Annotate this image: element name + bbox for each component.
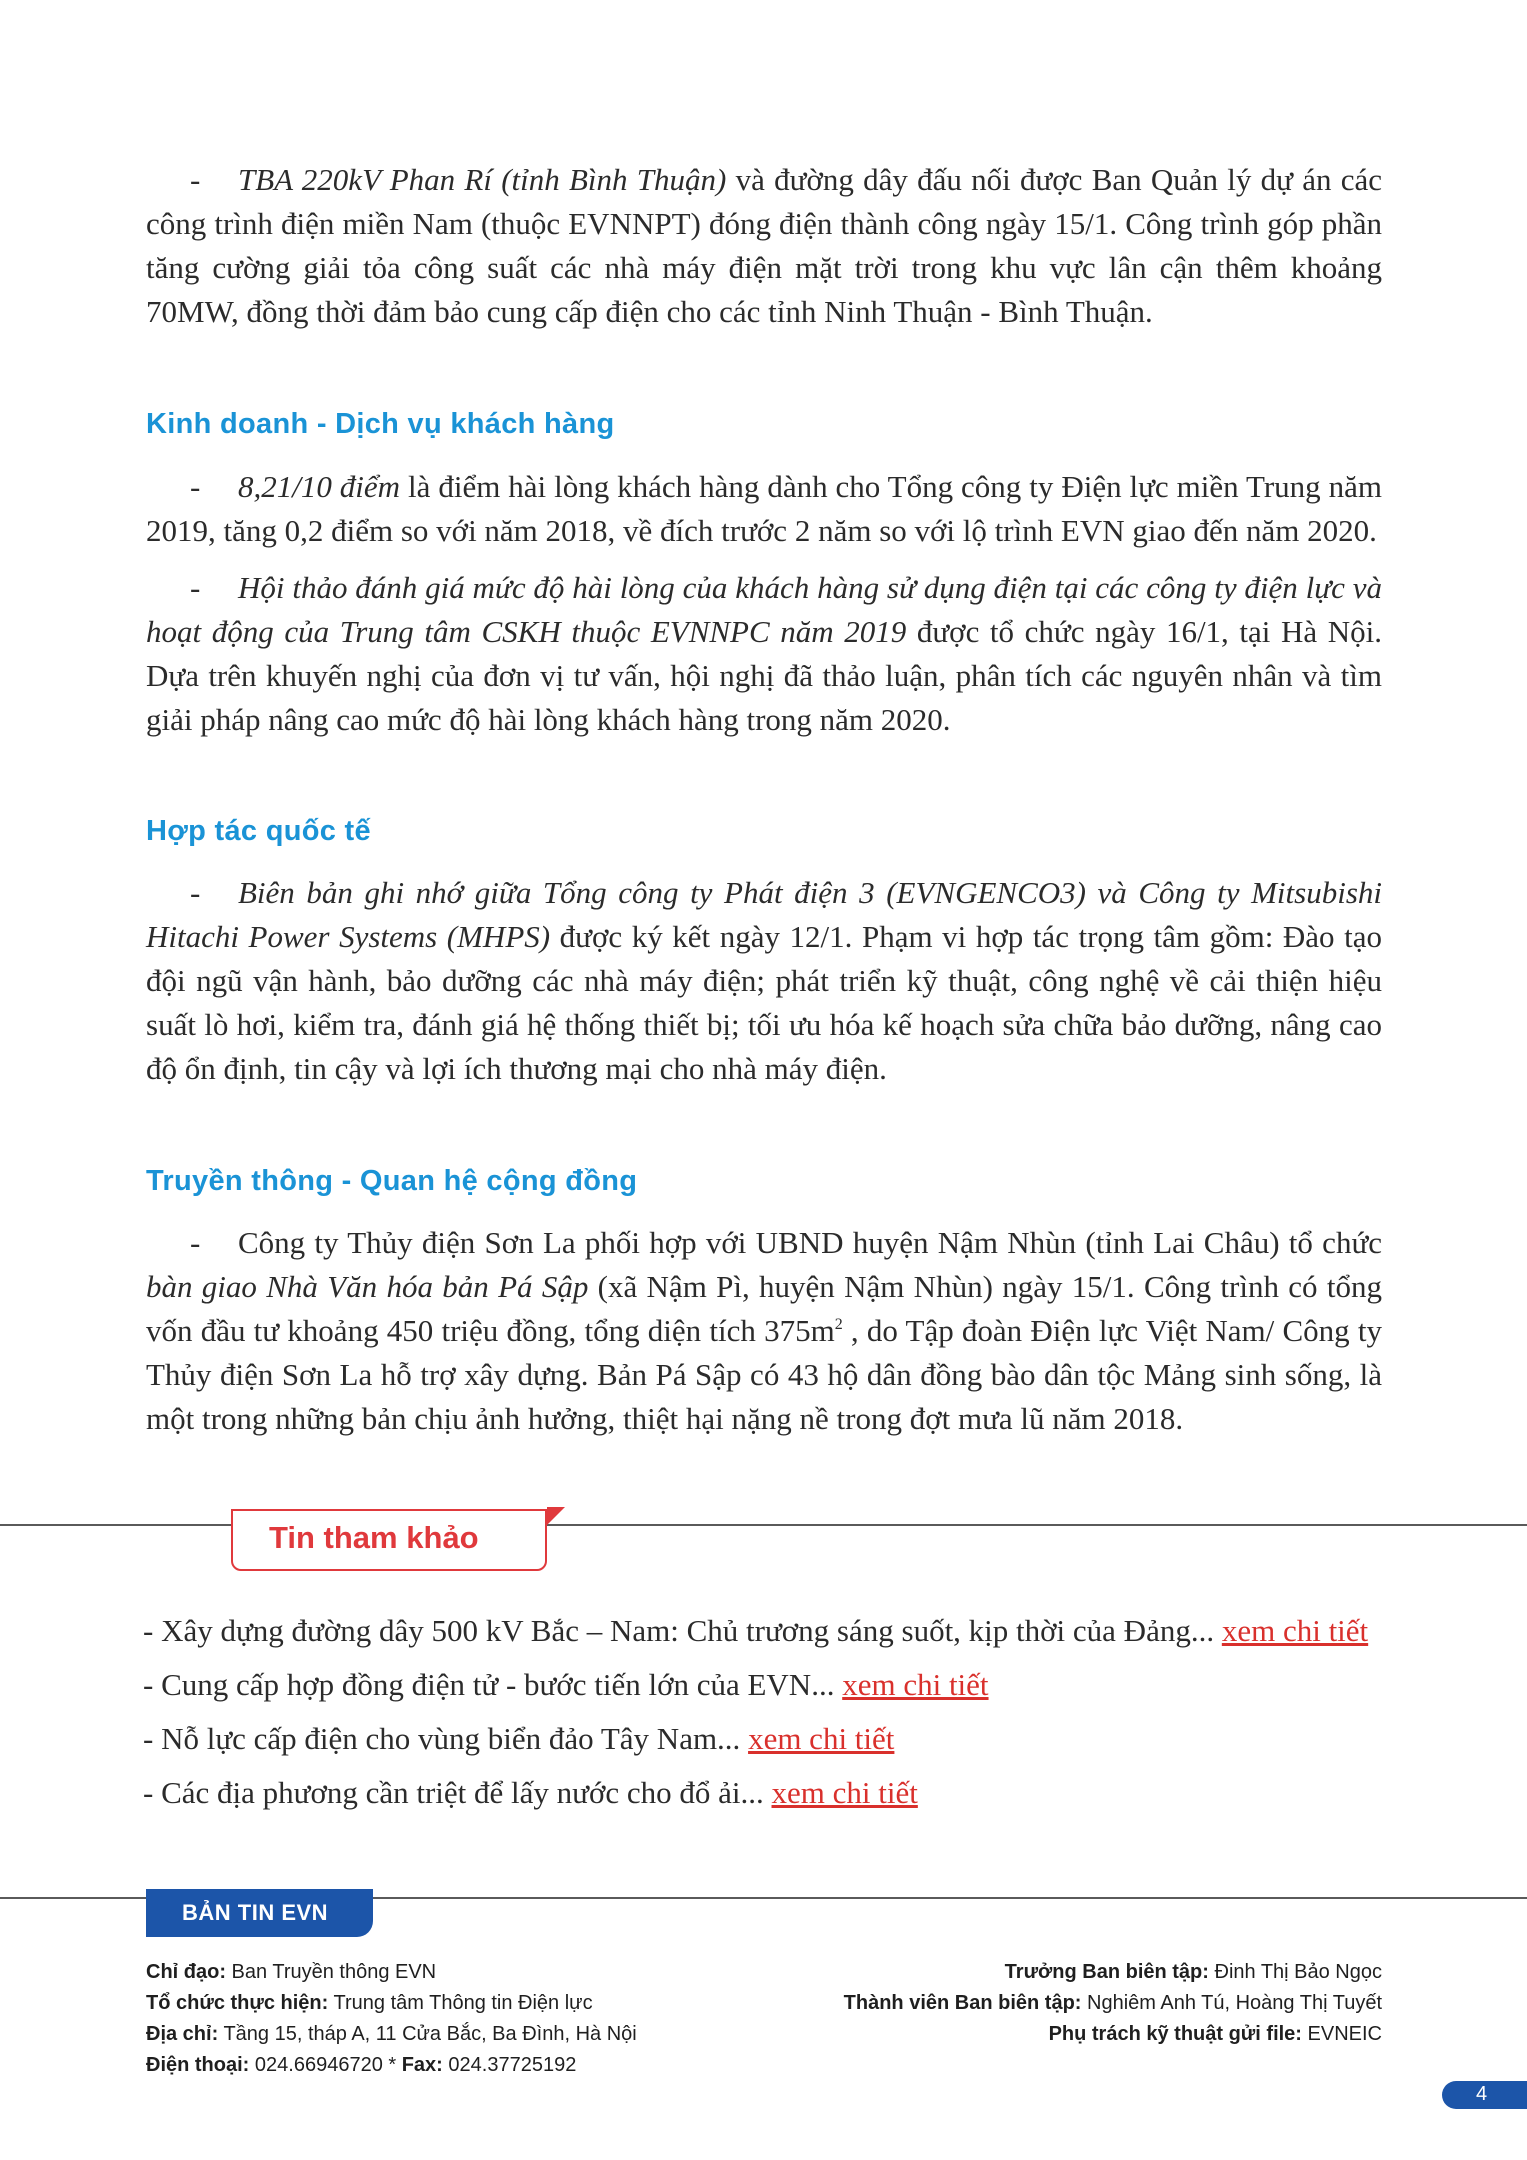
footer-line: Địa chỉ: Tầng 15, tháp A, 11 Cửa Bắc, Ba Đình, Hà Nội [146, 2023, 637, 2045]
footer-line: Trưởng Ban biên tập: Đinh Thị Bảo Ngọc [1004, 1961, 1382, 1983]
references-divider [0, 1524, 1527, 1526]
international-block [146, 871, 1382, 1091]
section-heading-international: Hợp tác quốc tế [146, 815, 371, 847]
footer-line: Thành viên Ban biên tập: Nghiêm Anh Tú, Hoàng Thị Tuyết [843, 1992, 1382, 2014]
reference-link[interactable]: xem chi tiết [771, 1775, 918, 1810]
footer-line: Phụ trách kỹ thuật gửi file: EVNEIC [1048, 2023, 1382, 2045]
footer-line: Chỉ đạo: Ban Truyền thông EVN [146, 1961, 437, 1983]
media-paragraph: - Công ty Thủy điện Sơn La phối hợp với UBND huyện Nậm Nhùn (tỉnh Lai Châu) tổ chức bàn giao Nhà Văn hóa bản Pá Sập (xã Nậm Pì, huyện Nậm Nhùn) ngày 15/1. Công trình có tổng vốn đầu tư khoảng 450 triệu đồng, tổng diện tích $375m^2$ , do Tập đoàn Điện lực Việt Nam/ Công ty Thủy điện Sơn La hỗ trợ xây dựng. Bản Pá Sập có 43 hộ dân đồng bào dân tộc Mảng sinh sống, là một trong những bản chịu ảnh hưởng, thiệt hại nặng nề trong đợt mưa lũ năm 2018. [146, 1225, 1382, 1436]
reference-item: - Nỗ lực cấp điện cho vùng biển đảo Tây Nam... xem chi tiết [143, 1721, 895, 1756]
page-number: 4 [1476, 2083, 1488, 2105]
international-paragraph: - Biên bản ghi nhớ giữa Tổng công ty Phát điện 3 (EVNGENCO3) và Công ty Mitsubishi Hitachi Power Systems (MHPS) được ký kết ngày 12/1. Phạm vi hợp tác trọng tâm gồm: Đào tạo đội ngũ vận hành, bảo dưỡng các nhà máy điện; phát triển kỹ thuật, công nghệ về cải thiện hiệu suất lò hơi, kiểm tra, đánh giá hệ thống thiết bị; tối ưu hóa kế hoạch sửa chữa bảo dưỡng, nâng cao độ ổn định, tin cậy và lợi ích thương mại cho nhà máy điện. [146, 875, 1382, 1086]
references-tab-corner [547, 1507, 565, 1525]
intro-paragraph: - TBA 220kV Phan Rí (tỉnh Bình Thuận) và đường dây đấu nối được Ban Quản lý dự án các công trình điện miền Nam (thuộc EVNNPT) đóng điện thành công ngày 15/1. Công trình góp phần tăng cường giải tỏa công suất các nhà máy điện mặt trời trong khu vực lân cận thêm khoảng 70MW, đồng thời đảm bảo cung cấp điện cho các tỉnh Ninh Thuận - Bình Thuận. [146, 162, 1383, 329]
reference-link[interactable]: xem chi tiết [748, 1721, 895, 1756]
intro-block [146, 158, 1382, 334]
business-block [146, 465, 1382, 742]
business-paragraph-2: - Hội thảo đánh giá mức độ hài lòng của khách hàng sử dụng điện tại các công ty điện lực và hoạt động của Trung tâm CSKH thuộc EVNNPC năm 2019 được tổ chức ngày 16/1, tại Hà Nội. Dựa trên khuyến nghị của đơn vị tư vấn, hội nghị đã thảo luận, phân tích các nguyên nhân và tìm giải pháp nâng cao mức độ hài lòng khách hàng trong năm 2020. [146, 570, 1383, 737]
reference-link[interactable]: xem chi tiết [842, 1667, 989, 1702]
newsletter-badge-label: BẢN TIN EVN [182, 1900, 329, 1925]
reference-item: - Xây dựng đường dây 500 kV Bắc – Nam: Chủ trương sáng suốt, kịp thời của Đảng... xem chi tiết [143, 1613, 1369, 1648]
reference-link[interactable]: xem chi tiết [1221, 1613, 1369, 1648]
footer-line: Tổ chức thực hiện: Trung tâm Thông tin Điện lực [146, 1992, 593, 2014]
footer-credits-right [844, 1957, 1382, 2050]
business-paragraph-1: - 8,21/10 điểm là điểm hài lòng khách hàng dành cho Tổng công ty Điện lực miền Trung năm 2019, tăng 0,2 điểm so với năm 2018, về đích trước 2 năm so với lộ trình EVN giao đến năm 2020. [146, 469, 1382, 548]
footer-credits-left [146, 1957, 637, 2081]
references-tab [231, 1509, 547, 1571]
page-number-badge [1442, 2081, 1527, 2109]
section-heading-media: Truyền thông - Quan hệ cộng đồng [146, 1165, 638, 1197]
footer-line: Điện thoại: 024.66946720 * Fax: 024.37725192 [146, 2054, 577, 2076]
section-heading-business: Kinh doanh - Dịch vụ khách hàng [146, 408, 615, 440]
references-title: Tin tham khảo [269, 1520, 479, 1555]
media-block [146, 1221, 1382, 1441]
reference-item: - Các địa phương cần triệt để lấy nước cho đổ ải... xem chi tiết [143, 1775, 918, 1810]
newsletter-badge [146, 1889, 373, 1937]
reference-item: - Cung cấp hợp đồng điện tử - bước tiến lớn của EVN... xem chi tiết [143, 1667, 989, 1702]
references-list [143, 1604, 1393, 1820]
